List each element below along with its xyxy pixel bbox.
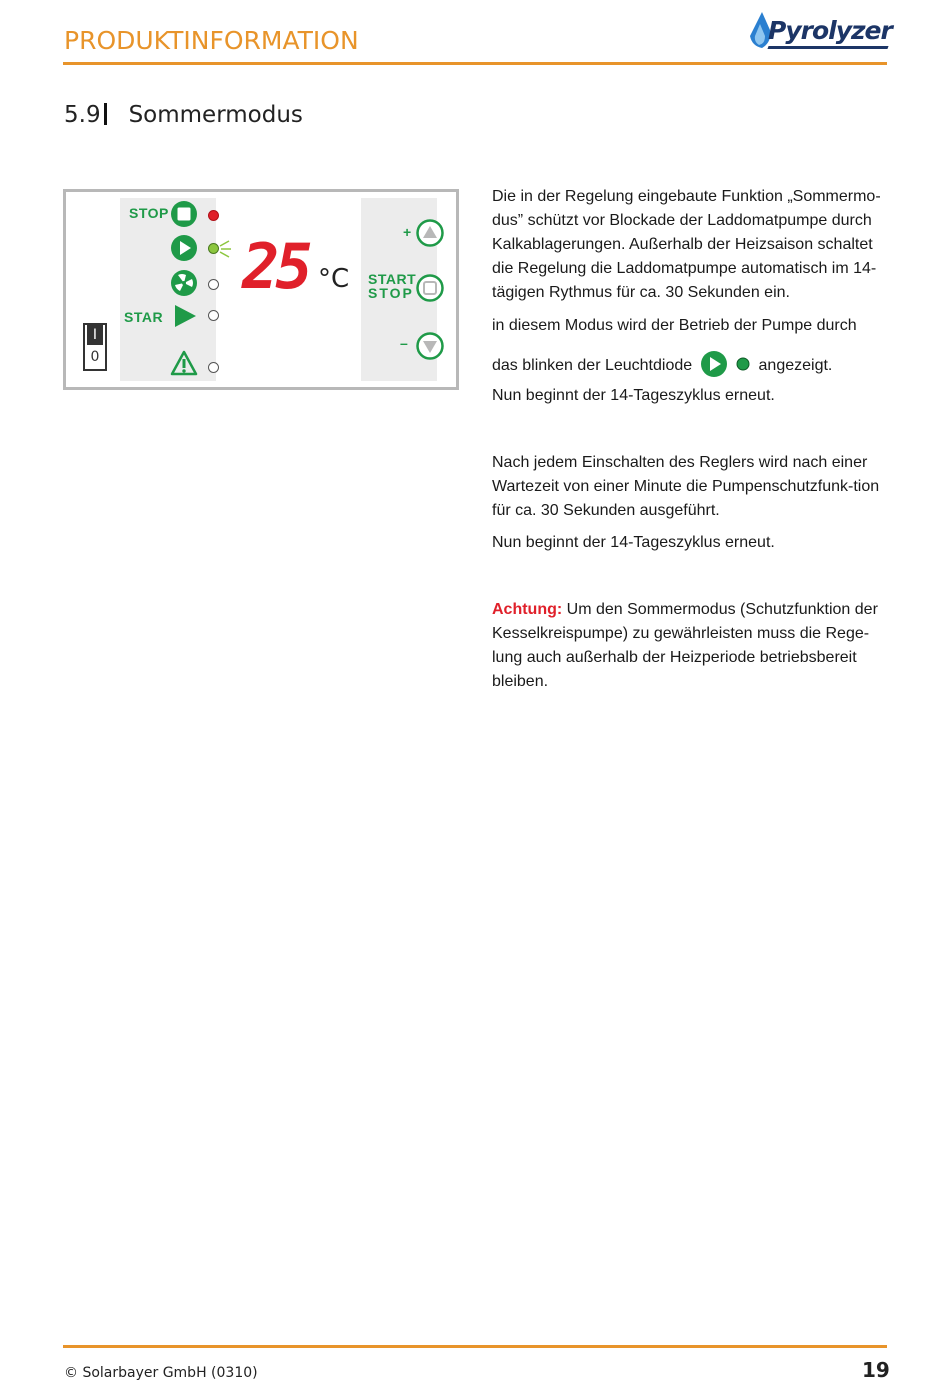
header-rule — [63, 62, 887, 65]
start-text: START — [368, 271, 417, 287]
paragraph-summer-mode: Die in der Regelung eingebaute Funktion „Sommermo-dus” schützt vor Blockade der Laddomatpumpe durch Kalkablagerungen. Außerhalb der Heizsaison schaltet die Regelung die Laddomatpumpe automatisch im 14-tägigen Rythmus für ca. 30 Sekunden ein. — [492, 188, 881, 301]
intro-paragraph — [492, 185, 888, 305]
switch-on-label: I — [87, 325, 103, 345]
warning-label: Achtung: — [492, 601, 563, 618]
green-led-icon — [736, 357, 750, 371]
stop-text: STOP — [368, 285, 414, 301]
down-button[interactable] — [416, 332, 444, 360]
minus-label: – — [400, 335, 409, 351]
start-stop-button[interactable] — [416, 274, 444, 302]
plus-label: + — [403, 224, 412, 240]
paragraph-cycle-restart-2: Nun beginnt der 14-Tageszyklus erneut. — [492, 534, 775, 551]
start-led — [208, 310, 219, 321]
start-stop-label — [368, 272, 416, 300]
warning-paragraph — [492, 598, 888, 694]
temperature-display: 25 — [242, 230, 309, 303]
stop-label: STOP — [129, 205, 169, 221]
footer-rule — [63, 1345, 887, 1348]
up-button[interactable] — [416, 219, 444, 247]
footer-copyright: © Solarbayer GmbH (0310) — [64, 1365, 258, 1381]
controller-panel — [63, 189, 459, 390]
led-text-after: angezeigt. — [758, 357, 833, 374]
page-header-title: PRODUKTINFORMATION — [64, 26, 359, 55]
paragraph-cycle-restart: Nun beginnt der 14-Tageszyklus erneut. — [492, 387, 775, 404]
warning-led — [208, 362, 219, 373]
paragraph-startup: Nach jedem Einschalten des Reglers wird nach einer Wartezeit von einer Minute die Pumpenschutzfunk-tion für ca. 30 Sekunden ausgeführt. — [492, 454, 880, 519]
led-text-before: das blinken der Leuchtdiode — [492, 357, 693, 374]
paragraph-mode-indication: in diesem Modus wird der Betrieb der Pumpe durch — [492, 317, 857, 334]
warning-text: Um den Sommermodus (Schutzfunktion der Kesselkreispumpe) zu gewährleisten muss die Rege-lung auch außerhalb der Heizperiode betriebsbereit bleiben. — [492, 601, 878, 690]
led-indication-row — [492, 350, 832, 378]
cycle-paragraph-1 — [492, 384, 888, 408]
startup-paragraph — [492, 451, 888, 523]
panel-left-area — [120, 198, 216, 381]
section-heading — [64, 102, 303, 128]
logo-text: Pyrolyzer — [768, 16, 892, 45]
mode-paragraph — [492, 314, 888, 338]
section-title: Sommermodus — [128, 102, 303, 128]
blink-rays-icon — [218, 238, 232, 260]
stop-led — [208, 210, 219, 221]
heading-divider — [104, 103, 107, 125]
stop-square-icon — [170, 200, 198, 228]
pyrolyzer-logo — [748, 10, 890, 56]
page-number: 19 — [862, 1358, 890, 1382]
section-number: 5.9 — [64, 102, 101, 128]
switch-off-label: 0 — [87, 347, 103, 367]
warning-icon — [170, 350, 198, 376]
fan-icon — [170, 269, 198, 297]
power-switch[interactable] — [83, 323, 107, 371]
start-arrow-icon — [172, 303, 198, 329]
pump-play-icon — [700, 350, 728, 378]
fan-led — [208, 279, 219, 290]
logo-underline — [767, 46, 888, 49]
temperature-unit: °C — [318, 264, 350, 294]
star-label: STAR — [124, 309, 164, 325]
pump-play-icon — [170, 234, 198, 262]
cycle-paragraph-2 — [492, 531, 888, 555]
